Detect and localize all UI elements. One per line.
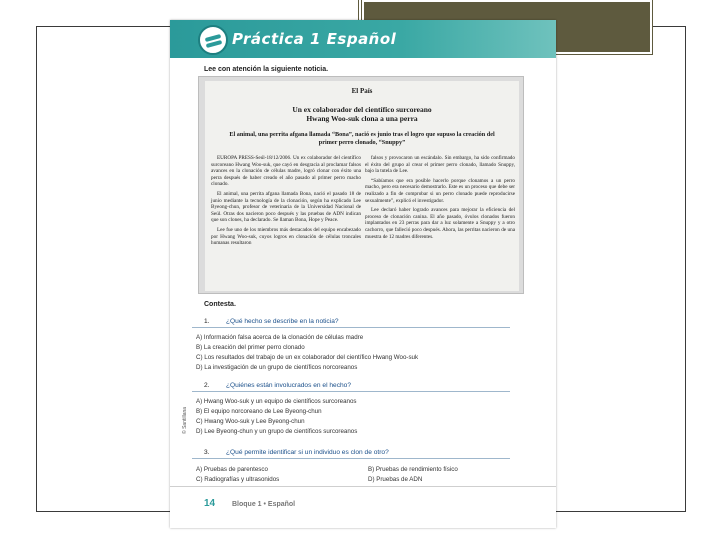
option-d[interactable]: D) Lee Byeong-chun y un grupo de científicos surcoreanos [196,428,358,435]
article-column-right [365,155,515,243]
worksheet-banner [170,20,556,58]
instruction-text: Lee con atención la siguiente noticia. [204,66,329,73]
headline-line-1: Un ex colaborador del científico surcoreano [292,105,432,114]
question-number: 1. [204,318,210,325]
option-b[interactable]: B) La creación del primer perro clonado [196,344,305,351]
option-b[interactable]: B) Pruebas de rendimiento físico [368,466,458,473]
article-paragraph: EUROPA PRESS-Seúl-18/12/2006. Un ex colaborador del científico surcoreano Hwang Woo-suk, que cayó en desgracia al proclamar falsos avances en la clonación de células madre, logró clonar con éxito una perra después de haber creado el año pasado al primer perro macho clonado. [211,155,361,188]
article-paragraph: Lee declaró haber logrado avances para mejorar la eficiencia del proceso de clonación canina. El año pasado, óvulos clonados fueron implantados en 23 perras para dar a luz solamente a Snuppy y a otro cachorro, que falleció poco después. Ahora, las perritas nacieron de una muestra de 12 madres diferentes. [365,207,515,240]
option-c[interactable]: C) Radiografías y ultrasonidos [196,476,280,483]
headline-line-2: Hwang Woo-suk clona a una perra [306,114,418,123]
question-underline [192,327,510,328]
banner-title: Práctica 1 Español [232,30,397,48]
question-text: ¿Qué permite identificar si un individuo es clon de otro? [226,449,389,456]
subhead-line-2: primer perro clonado, “Snuppy” [318,138,406,146]
question-underline [192,391,510,392]
article-paragraph: El animal, una perrita afgana llamada Bona, nació el pasado 18 de junio mediante la tecnología de la clonación, según ha explicado Lee Byeong-chun, profesor de veterinaria de la Universidad Nacional de Seúl. Otras dos nacieron poco después y las pruebas de ADN indican que son clones, ha declarado. Se llaman Bona, Hope y Peace. [211,190,361,224]
article-paragraph: Lee fue uno de los miembros más destacados del equipo encabezado por Hwang Woo-suk, cuyos logros en clonación de células troncales humanas resultaron [211,226,361,247]
article-paragraph: “Sabíamos que era posible hacerlo porque clonamos a un perro macho, pero era necesario demostrarlo. Este es un proceso que debe ser realizado a fin de comprobar si un perro clonado puede reproducirse sexualmente”, explicó el investigador. [365,177,515,204]
footer-label: Bloque 1 • Español [232,501,296,508]
question-number: 2. [204,382,210,389]
question-text: ¿Quiénes están involucrados en el hecho? [226,382,351,389]
article-column-left [211,155,361,250]
option-c[interactable]: C) Hwang Woo-suk y Lee Byeong-chun [196,418,305,425]
option-a[interactable]: A) Pruebas de parentesco [196,466,268,473]
option-c[interactable]: C) Los resultados del trabajo de un ex colaborador del científico Hwang Woo-suk [196,354,419,361]
question-text: ¿Qué hecho se describe en la noticia? [226,318,339,325]
news-article-image [198,76,524,294]
option-d[interactable]: D) Pruebas de ADN [368,476,423,483]
article-headline [215,105,509,123]
publisher-logo-icon [198,25,228,55]
option-a[interactable]: A) Información falsa acerca de la clonación de células madre [196,334,364,341]
article-subhead [211,131,513,146]
newspaper-clipping [205,81,519,291]
option-b[interactable]: B) El equipo norcoreano de Lee Byeong-chun [196,408,322,415]
article-paragraph: falsos y provocaron un escándalo. Sin embargo, ha sido confirmado el éxito del grupo al crear el primer perro clonado, llamado Snuppy, bajo la tutela de Lee. [365,155,515,175]
footer-divider [170,486,556,487]
question-underline [192,458,510,459]
newspaper-name: El País [351,87,373,95]
option-a[interactable]: A) Hwang Woo-suk y un equipo de científicos surcoreanos [196,398,357,405]
subhead-line-1: El animal, una perrita afgana llamada “Bona”, nació es junio tras el logro que supuso la creación del [229,131,495,138]
worksheet-page [170,20,556,528]
copyright-mark: © Santillana [182,406,188,434]
answer-label: Contesta. [204,301,236,308]
option-d[interactable]: D) La investigación de un grupo de científicos norcoreanos [196,364,358,371]
page-number: 14 [204,498,216,509]
question-number: 3. [204,449,210,456]
